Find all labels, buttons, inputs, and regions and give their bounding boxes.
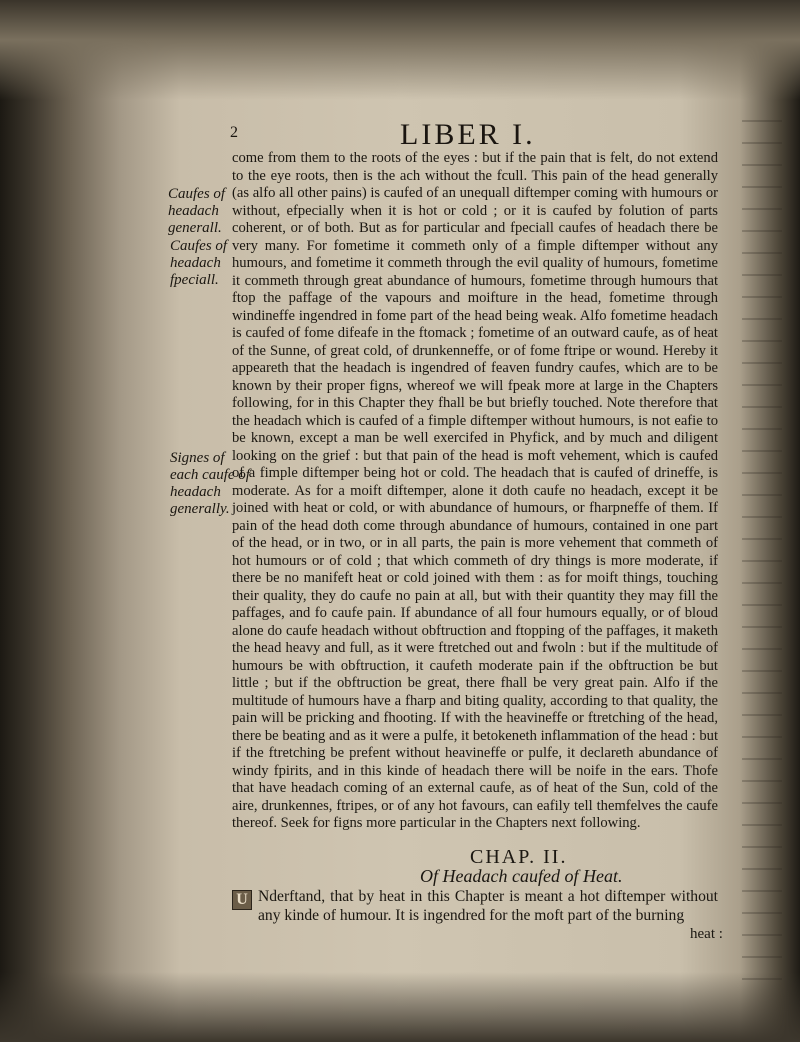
body-paragraph: come from them to the roots of the eyes : but if the pain that is felt, do not extend to the eye roots, then is the ach without the fcull. This pain of the head generally (as alfo all other pains) is caufed of an unequall diftemper coming with humours or without, efpecially when it is hot or cold ; or it is caufed by folution of parts coherent, or of both. But as for particular and fpeciall caufes of headach there be very many. For fometime it commeth only of a fimple diftemper without any humours, and fometime it commeth through the evil quality of humours, fometime it commeth through great abundance of humours, fometime through humours that ftop the paffage of the vapours and moifture in the head, fometime through windineffe ingendred in fome part of the head being weak. Alfo fometime headach is caufed of fome difeafe in the ftomack ; fometime of an outward caufe, as of heat of the Sunne, of great cold, of drunkenneffe, or of fome ftripe or wound. Hereby it appeareth that the headach is ingendred of feaven fundry caufes, which are to be known by their proper figns, whereof we will fpeak more at large in the Chapters following, for in this Chapter they fhall be but briefly touched. Note therefore that the headach which is caufed of a fimple diftemper without humours, is not eafie to be known, except a man be well exercifed in Phyfick, and by much and diligent looking on the grief : but that pain of the head is moft vehement, which is caufed of a fimple diftemper being hot or cold. The headach that is caufed of drineffe, is moderate. As for a moift diftemper, alone it doth caufe no headach, except it be joined with heat or cold, or with abundance of humours, or fharpneffe of them. If pain of the head doth come through abundance of humours, contained in one part of the head, or in two, or in all parts, the pain is more vehement that commeth of hot humours or of cold ; that which commeth of dry things is more moderate, if there be no manifeft heat or cold joined with them : as for moift things, touching their quality, they do caufe no pain at all, but with their quantity they may fill the paffages, and fo caufe pain. If abundance of all four humours equally, or of bloud alone do caufe headach without obftruction and ftopping of the paffages, it maketh the head heavy and full, as it were ftretched out and fwoln : but if the multitude of humours be with obftruction, it caufeth moderate pain if the obftruction be but little ; but if the obftruction be great, there fhall be very great pain. Alfo if the multitude of humours have a fharp and biting quality, according to that quality, the pain will be pricking and fhooting. If with the heavineffe or ftretching of the head, there be beating and as it were a pulfe, it betokeneth inflammation of the head : but if the ftretching be prefent without heavineffe or pulfe, it declareth abundance of windy fpirits, and in this kinde of headach there will be noife in the ears. Thofe that have headach coming of an external caufe, as of heat of the Sun, cold of the aire, drunkennes, ftripes, or of any hot favours, can eafily tell themfelves the caufe thereof. Seek for figns more particular in the Chapters next following. (232, 150, 718, 831)
page-number: 2 (230, 124, 238, 141)
chapter-paragraph: Nderftand, that by heat in this Chapter is meant a hot diftemper without any kinde of humour. It is ingendred for the moft part of the burning (258, 888, 718, 924)
page-top-shadow (0, 0, 800, 100)
chapter-text (232, 888, 718, 925)
margin-note-signs: Signes of each caufe of headach generally. (170, 450, 250, 517)
drop-cap: U (232, 890, 252, 910)
margin-note-causes-special: Caufes of headach fpeciall. (170, 238, 228, 288)
catch-word: heat : (690, 926, 723, 942)
page-header (230, 118, 710, 151)
page-bottom-shadow (0, 972, 800, 1042)
chapter-title: CHAP. II. (470, 846, 568, 868)
facing-page-edge (742, 120, 782, 1000)
margin-note-causes-general: Caufes of headach generall. (168, 186, 226, 236)
chapter-subtitle: Of Headach caufed of Heat. (420, 866, 623, 886)
running-head: LIBER I. (400, 118, 536, 151)
body-text (232, 150, 718, 833)
